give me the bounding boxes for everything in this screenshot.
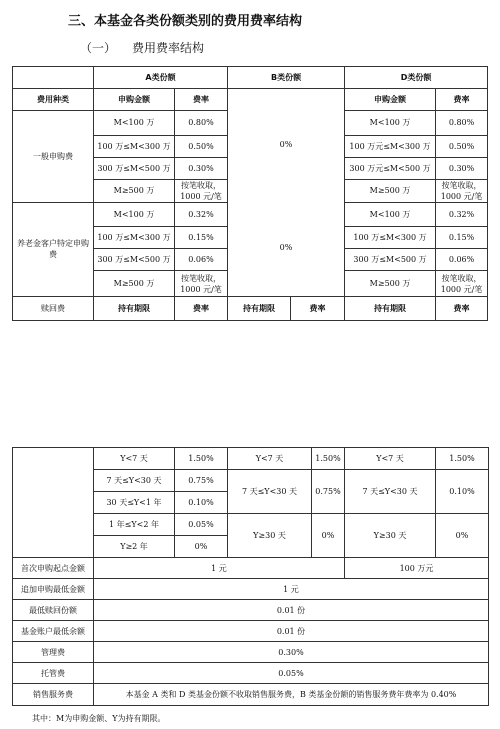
a-rate-cell: 0.30% [175,157,228,179]
d-rate-cell: 0% [436,514,489,558]
management-fee-label: 管理费 [13,642,94,663]
a-rate-cell: 0.75% [175,470,228,492]
a-amount-cell: M<100 万 [94,111,175,136]
b-subscription-rate-cell [228,89,345,297]
min-redemption-label: 最低赎回份额 [13,600,94,621]
min-additional-label: 追加申购最低金额 [13,579,94,600]
b-rate-cell: 1.50% [312,448,345,470]
table-row [13,663,489,684]
b-period-cell: Y≥30 天 [228,514,312,558]
fee-type-header: 费用种类 [13,89,94,111]
b-holding-header: 持有期限 [228,297,291,321]
b-period-cell: 7 天≤Y<30 天 [228,470,312,514]
d-amount-cell: 100 万≤M<300 万 [345,227,436,249]
a-amount-cell: M≥500 万 [94,179,175,202]
a-rate-cell: 0.80% [175,111,228,136]
a-redemption-rate-header: 费率 [175,297,228,321]
subsection-label: 费用费率结构 [132,41,205,55]
d-amount-cell: 300 万元≤M<500 万 [345,157,436,179]
a-rate-cell: 按笔收取，1000 元/笔 [175,271,228,297]
a-amount-cell: M<100 万 [94,202,175,227]
a-rate-cell: 1.50% [175,448,228,470]
d-redemption-rate-header: 费率 [436,297,488,321]
a-rate-cell: 0.10% [175,492,228,514]
a-period-cell: 30 天≤Y<1 年 [94,492,175,514]
general-subscription-label: 一般申购费 [13,111,94,203]
d-rate-cell: 0.15% [436,227,488,249]
d-period-cell: 7 天≤Y<30 天 [345,470,436,514]
table-row [13,89,488,111]
d-rate-cell: 按笔收取，1000 元/笔 [436,179,488,202]
min-additional-value: 1 元 [94,579,489,600]
management-fee-value: 0.30% [94,642,489,663]
table-row [13,621,489,642]
a-amount-cell: 100 万≤M<300 万 [94,135,175,157]
a-period-cell: 1 年≤Y<2 年 [94,514,175,536]
d-rate-cell: 0.32% [436,202,488,227]
min-redemption-value: 0.01 份 [94,600,489,621]
d-holding-header: 持有期限 [345,297,436,321]
section-title: 三、本基金各类份额类别的费用费率结构 [68,14,303,29]
class-a-header: A类份额 [94,67,228,89]
table-row [13,67,488,89]
d-amount-cell: 300 万≤M<500 万 [345,249,436,271]
d-rate-cell: 0.30% [436,157,488,179]
custody-fee-value: 0.05% [94,663,489,684]
footnote: 其中：M为申购金额、Y为持有期限。 [32,714,166,723]
a-period-cell: 7 天≤Y<30 天 [94,470,175,492]
b-redemption-rate-header: 费率 [291,297,345,321]
table-row [13,600,489,621]
a-amount-cell: M≥500 万 [94,271,175,297]
a-amount-header: 申购金额 [94,89,175,111]
fee-structure-table [12,66,488,321]
b-general-rate: 0% [279,140,293,149]
subsection-title [80,39,204,56]
a-rate-cell: 按笔收取，1000 元/笔 [175,179,228,202]
a-rate-cell: 0% [175,536,228,558]
d-rate-cell: 1.50% [436,448,489,470]
a-rate-cell: 0.06% [175,249,228,271]
b-pension-rate: 0% [279,243,293,252]
a-rate-cell: 0.15% [175,227,228,249]
a-amount-cell: 300 万≤M<500 万 [94,157,175,179]
d-period-cell: Y<7 天 [345,448,436,470]
custody-fee-label: 托管费 [13,663,94,684]
class-b-header: B类份额 [228,67,345,89]
table-row [13,558,489,579]
min-balance-label: 基金账户最低余额 [13,621,94,642]
d-amount-cell: M≥500 万 [345,271,436,297]
class-d-header: D类份额 [345,67,488,89]
a-amount-cell: 300 万≤M<500 万 [94,249,175,271]
d-amount-cell: M≥500 万 [345,179,436,202]
a-rate-cell: 0.32% [175,202,228,227]
table-row [13,642,489,663]
table-row [13,684,489,706]
min-first-purchase-d: 100 万元 [345,558,489,579]
d-amount-cell: 100 万元≤M<300 万 [345,135,436,157]
b-rate-cell: 0% [312,514,345,558]
d-amount-cell: M<100 万 [345,202,436,227]
min-balance-value: 0.01 份 [94,621,489,642]
subsection-number: （一） [80,41,117,55]
a-rate-header: 费率 [175,89,228,111]
d-rate-cell: 0.06% [436,249,488,271]
table-row [13,579,489,600]
a-holding-header: 持有期限 [94,297,175,321]
a-rate-cell: 0.05% [175,514,228,536]
fee-structure-table-continued [12,447,489,706]
a-period-cell: Y≥2 年 [94,536,175,558]
min-first-purchase-ab: 1 元 [94,558,345,579]
sales-service-fee-label: 销售服务费 [13,684,94,706]
d-rate-cell: 按笔收取，1000 元/笔 [436,271,488,297]
a-rate-cell: 0.50% [175,135,228,157]
d-rate-cell: 0.10% [436,470,489,514]
a-amount-cell: 100 万≤M<300 万 [94,227,175,249]
min-first-purchase-label: 首次申购起点金额 [13,558,94,579]
d-amount-header: 申购金额 [345,89,436,111]
d-rate-cell: 0.80% [436,111,488,136]
d-period-cell: Y≥30 天 [345,514,436,558]
table-row [13,297,488,321]
sales-service-fee-value: 本基金 A 类和 D 类基金份额不收取销售服务费，B 类基金份额的销售服务费年费率为 0.40% [94,684,489,706]
b-period-cell: Y<7 天 [228,448,312,470]
redemption-fee-cell [13,448,94,558]
b-rate-cell: 0.75% [312,470,345,514]
redemption-fee-label: 赎回费 [13,297,94,321]
table-row [13,448,489,470]
corner-cell [13,67,94,89]
a-period-cell: Y<7 天 [94,448,175,470]
d-amount-cell: M<100 万 [345,111,436,136]
d-rate-cell: 0.50% [436,135,488,157]
d-rate-header: 费率 [436,89,488,111]
pension-subscription-label: 养老金客户特定申购费 [13,202,94,297]
